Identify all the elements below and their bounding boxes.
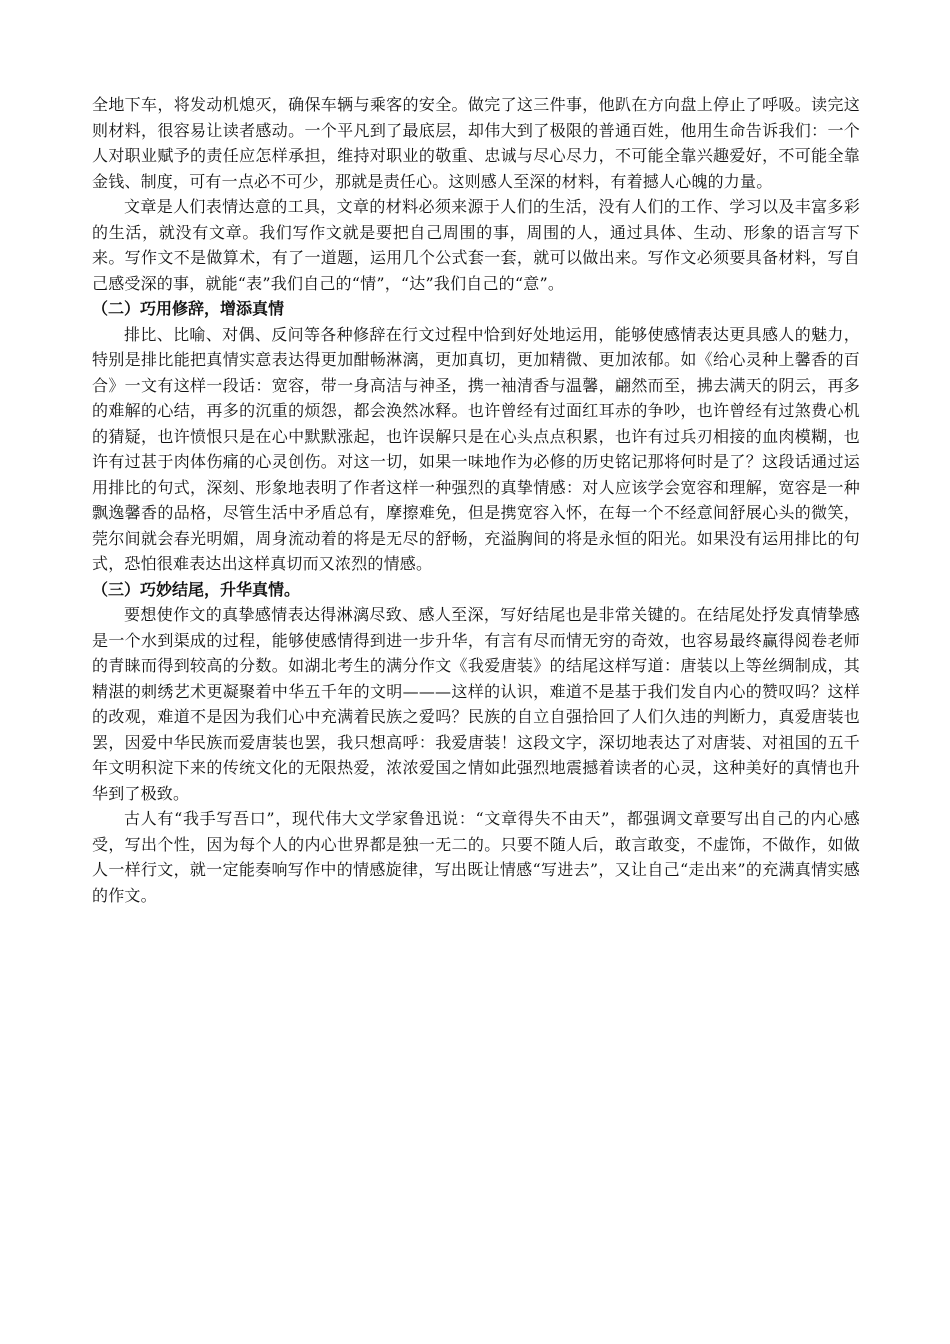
- paragraph-ending: 要想使作文的真挚感情表达得淋漓尽致、感人至深，写好结尾也是非常关键的。在结尾处抒发真情挚感是一个水到渠成的过程，能够使感情得到进一步升华，有言有尽而情无穷的奇效，也容易最终赢得阅卷老师的青睐而得到较高的分数。如湖北考生的满分作文《我爱唐装》的结尾这样写道：唐装以上等丝绸制成，其精湛的刺绣艺术更凝聚着中华五千年的文明———这样的认识，难道不是基于我们发自内心的赞叹吗？这样的改观，难道不是因为我们心中充满着民族之爱吗？民族的自立自强拾回了人们久违的判断力，真爱唐装也罢，因爱中华民族而爱唐装也罢，我只想高呼：我爱唐装！这段文字，深切地表达了对唐装、对祖国的五千年文明积淀下来的传统文化的无限热爱，浓浓爱国之情如此强烈地震撼着读者的心灵，这种美好的真情也升华到了极致。: [92, 605, 860, 803]
- section-heading-rhetoric: （二）巧用修辞，增添真情: [92, 299, 285, 318]
- paragraph-material-from-life: 文章是人们表情达意的工具，文章的材料必须来源于人们的生活，没有人们的工作、学习以及丰富多彩的生活，就没有文章。我们写作文就是要把自己周围的事，周围的人，通过具体、生动、形象的语言写下来。写作文不是做算术，有了一道题，运用几个公式套一套，就可以做出来。写作文必须要具备材料，写自己感受深的事，就能“表”我们自己的“情”，“达”我们自己的“意”。: [92, 197, 860, 293]
- paragraph-conclusion: 古人有“我手写吾口”，现代伟大文学家鲁迅说：“文章得失不由天”，都强调文章要写出自己的内心感受，写出个性，因为每个人的内心世界都是独一无二的。只要不随人后，敢言敢变，不虚饰，不做作，如做人一样行文，就一定能奏响写作中的情感旋律，写出既让情感“写进去”，又让自己“走出来”的充满真情实感的作文。: [92, 809, 860, 905]
- paragraph-rhetoric: 排比、比喻、对偶、反问等各种修辞在行文过程中恰到好处地运用，能够使感情表达更具感人的魅力，特别是排比能把真情实意表达得更加酣畅淋漓，更加真切，更加精微、更加浓郁。如《给心灵种上馨香的百合》一文有这样一段话：宽容，带一身高洁与神圣，携一袖清香与温馨，翩然而至，拂去满天的阴云，再多的难解的心结，再多的沉重的烦怨，都会涣然冰释。也许曾经有过面红耳赤的争吵，也许曾经有过煞费心机的猜疑，也许愤恨只是在心中默默涨起，也许误解只是在心头点点积累，也许有过兵刃相接的血肉模糊，也许有过甚于肉体伤痛的心灵创伤。对这一切，如果一味地作为必修的历史铭记那将何时是了？这段话通过运用排比的句式，深刻、形象地表明了作者这样一种强烈的真挚情感：对人应该学会宽容和理解，宽容是一种飘逸馨香的品格，尽管生活中矛盾总有，摩擦难免，但是携宽容入怀，在每一个不经意间舒展心头的微笑，莞尔间就会春光明媚，周身流动着的将是无尽的舒畅，充溢胸间的将是永恒的阳光。如果没有运用排比的句式，恐怕很难表达出这样真切而又浓烈的情感。: [92, 324, 860, 573]
- section-heading-ending: （三）巧妙结尾，升华真情。: [92, 579, 301, 599]
- document-body: [92, 92, 860, 908]
- paragraph-story-conclusion: 全地下车，将发动机熄灭，确保车辆与乘客的安全。做完了这三件事，他趴在方向盘上停止了呼吸。读完这则材料，很容易让读者感动。一个平凡到了最底层，却伟大到了极限的普通百姓，他用生命告诉我们：一个人对职业赋予的责任应怎样承担，维持对职业的敬重、忠诚与尽心尽力，不可能全靠兴趣爱好，不可能全靠金钱、制度，可有一点必不可少，那就是责任心。这则感人至深的材料，有着撼人心魄的力量。: [92, 95, 860, 191]
